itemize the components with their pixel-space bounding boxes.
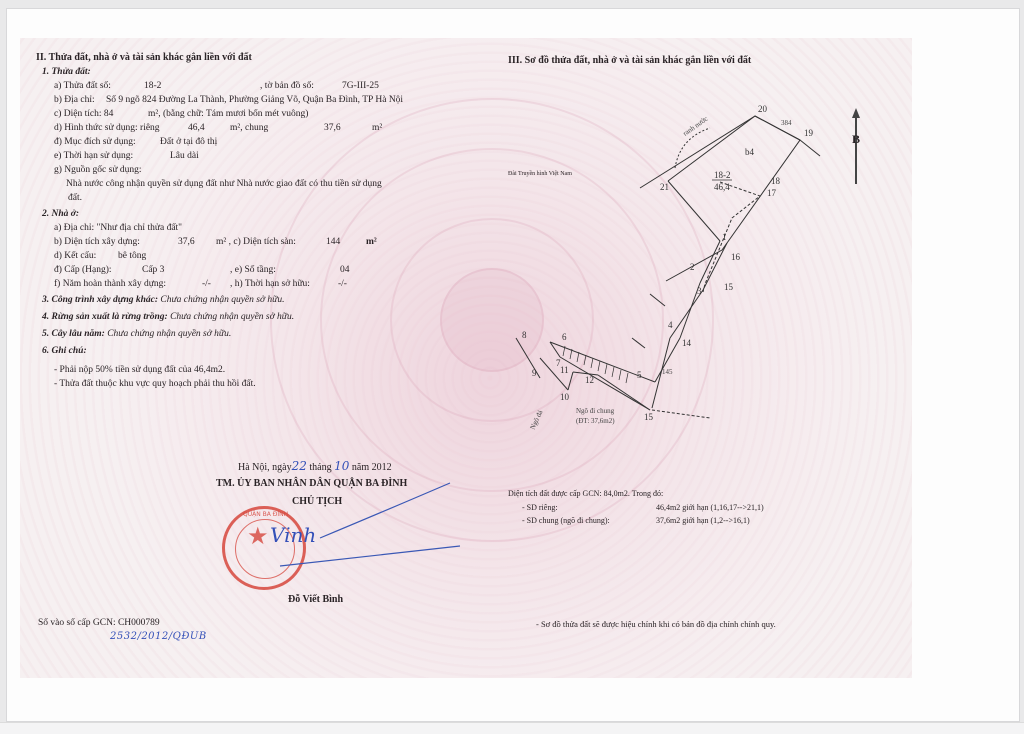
svg-text:2: 2	[690, 262, 695, 272]
area-value: m², (bằng chữ: Tám mươi bốn mét vuông)	[148, 109, 309, 119]
landmark-label: Đài Truyền hình Việt Nam	[508, 171, 572, 177]
land-heading: 1. Thửa đất:	[42, 67, 91, 77]
svg-text:18: 18	[771, 176, 780, 186]
bottom-strip	[0, 722, 1024, 734]
other-construction-value: Chưa chứng nhận quyền sở hữu.	[160, 295, 285, 305]
signer-name: Đỗ Viết Bình	[288, 594, 344, 605]
usage-unit-shared: m², chung	[230, 123, 269, 133]
svg-text:6: 6	[562, 332, 567, 342]
svg-text:b4: b4	[745, 147, 754, 157]
other-construction-heading: 3. Công trình xây dựng khác:	[42, 295, 159, 305]
ownership-term-value: -/-	[338, 279, 347, 289]
svg-text:9: 9	[532, 368, 537, 378]
purpose-value: Đất ở tại đô thị	[160, 137, 218, 147]
date-day: 22	[291, 459, 307, 473]
section-iii-title: III. Sơ đồ thửa đất, nhà ở và tài sản khác gắn liền với đất	[508, 55, 752, 66]
note-item: - Phải nộp 50% tiền sử dụng đất của 46,4m2.	[54, 365, 226, 375]
floor-area-unit: m²	[366, 237, 377, 247]
grade-label: đ) Cấp (Hạng):	[54, 265, 112, 275]
completion-year-label: f) Năm hoàn thành xây dựng:	[54, 279, 166, 289]
parcel-number: 18-2	[144, 81, 162, 91]
svg-text:1: 1	[722, 232, 727, 242]
signature: Vinh	[270, 523, 317, 547]
svg-text:384: 384	[781, 119, 792, 127]
issuing-authority: TM. ỦY BAN NHÂN DÂN QUẬN BA ĐÌNH	[216, 478, 408, 489]
registry-handwritten: 2532/2012/QĐUB	[110, 631, 207, 642]
svg-text:15: 15	[644, 412, 653, 422]
house-heading: 2. Nhà ở:	[42, 209, 80, 219]
floor-area-label: m² , c) Diện tích sàn:	[216, 237, 296, 247]
plan-footnote: - Sơ đồ thửa đất sẽ được hiệu chỉnh khi có bản đồ địa chính chính quy.	[536, 619, 776, 629]
origin-label: g) Nguồn gốc sử dụng:	[54, 165, 142, 175]
private-area-label: - SD riêng:	[522, 503, 558, 512]
section-ii-title: II. Thửa đất, nhà ở và tài sản khác gắn liền với đất	[36, 52, 252, 63]
origin-value-line1: Nhà nước công nhận quyền sử dụng đất như Nhà nước giao đất có thu tiền sử dụng	[66, 179, 382, 189]
registry-number: Số vào sổ cấp GCN: CH000789	[38, 618, 160, 628]
certificate-page	[20, 38, 912, 678]
svg-text:18-2: 18-2	[714, 170, 731, 180]
map-sheet-number: 7G-III-25	[342, 81, 379, 91]
built-area-label: b) Diện tích xây dựng:	[54, 237, 140, 247]
svg-text:11: 11	[560, 365, 569, 375]
area-total: Diện tích đất được cấp GCN: 84,0m2. Trong đó:	[508, 489, 664, 498]
svg-text:8: 8	[522, 330, 527, 340]
address-label: b) Địa chỉ:	[54, 95, 95, 105]
term-label: e) Thời hạn sử dụng:	[54, 151, 134, 161]
ownership-term-label: , h) Thời hạn sở hữu:	[230, 279, 310, 289]
parcel-number-label: a) Thửa đất số:	[54, 81, 111, 91]
star-icon: ★	[247, 524, 269, 550]
origin-value-line2: đất.	[68, 193, 82, 203]
shared-unit: m²	[372, 123, 383, 133]
shared-area: 37,6	[324, 123, 341, 133]
private-area: 46,4	[188, 123, 205, 133]
svg-text:19: 19	[804, 128, 813, 138]
svg-text:145: 145	[662, 368, 673, 376]
private-area-detail: 46,4m2 giới hạn (1,16,17-->21,1)	[656, 503, 764, 512]
svg-text:17: 17	[767, 188, 776, 198]
floor-area-value: 144	[326, 237, 341, 247]
shared-area-detail: 37,6m2 giới hạn (1,2-->16,1)	[656, 516, 750, 525]
stamp-text: QUẬN BA ĐÌNH	[243, 511, 289, 518]
completion-year-value: -/-	[202, 279, 211, 289]
planted-forest-heading: 4. Rừng sản xuất là rừng trồng:	[42, 312, 168, 322]
date-prefix: Hà Nội, ngày	[238, 462, 292, 473]
svg-text:5: 5	[637, 370, 642, 380]
date-month: 10	[334, 459, 350, 473]
svg-text:3: 3	[697, 286, 702, 296]
svg-text:14: 14	[682, 338, 691, 348]
svg-text:Ngõ đi chung: Ngõ đi chung	[576, 407, 615, 415]
built-area-value: 37,6	[178, 237, 195, 247]
svg-text:7: 7	[556, 358, 561, 368]
address-value: Số 9 ngõ 824 Đường La Thành, Phường Giảng Võ, Quận Ba Đình, TP Hà Nội	[106, 95, 404, 105]
svg-text:Ngõ đá: Ngõ đá	[528, 408, 545, 431]
floors-label: , e) Số tầng:	[230, 265, 276, 275]
signer-role: CHỦ TỊCH	[292, 496, 343, 507]
svg-text:10: 10	[560, 392, 569, 402]
perennial-trees-heading: 5. Cây lâu năm:	[42, 329, 105, 339]
grade-value: Cấp 3	[142, 265, 165, 275]
svg-text:16: 16	[731, 252, 740, 262]
month-label: tháng	[309, 462, 332, 473]
svg-text:20: 20	[758, 104, 767, 114]
planted-forest-value: Chưa chứng nhận quyền sở hữu.	[170, 312, 295, 322]
structure-value: bê tông	[118, 251, 147, 261]
map-sheet-label: , tờ bản đồ số:	[260, 81, 314, 91]
house-address: a) Địa chỉ: "Như địa chỉ thửa đất"	[54, 223, 183, 233]
area-label: c) Diện tích: 84	[54, 109, 114, 119]
note-item: - Thửa đất thuộc khu vực quy hoạch phải thu hồi đất.	[54, 379, 256, 389]
north-label: B	[852, 132, 861, 146]
term-value: Lâu dài	[170, 151, 199, 161]
svg-text:15: 15	[724, 282, 733, 292]
svg-text:4: 4	[668, 320, 673, 330]
svg-text:21: 21	[660, 182, 669, 192]
svg-text:46,4: 46,4	[714, 182, 730, 192]
svg-text:12: 12	[585, 375, 594, 385]
parcel-plan-diagram	[20, 38, 912, 678]
purpose-label: đ) Mục đích sử dụng:	[54, 137, 136, 147]
perennial-trees-value: Chưa chứng nhận quyền sở hữu.	[107, 329, 232, 339]
svg-text:(ĐT: 37,6m2): (ĐT: 37,6m2)	[576, 417, 615, 425]
svg-text:ranh nước: ranh nước	[681, 114, 710, 138]
floors-value: 04	[340, 265, 350, 275]
structure-label: d) Kết cấu:	[54, 251, 97, 261]
usage-form-label: d) Hình thức sử dụng: riêng	[54, 123, 160, 133]
shared-area-label: - SD chung (ngõ đi chung):	[522, 516, 610, 525]
notes-heading: 6. Ghi chú:	[42, 346, 87, 356]
year-label: năm 2012	[351, 462, 392, 473]
